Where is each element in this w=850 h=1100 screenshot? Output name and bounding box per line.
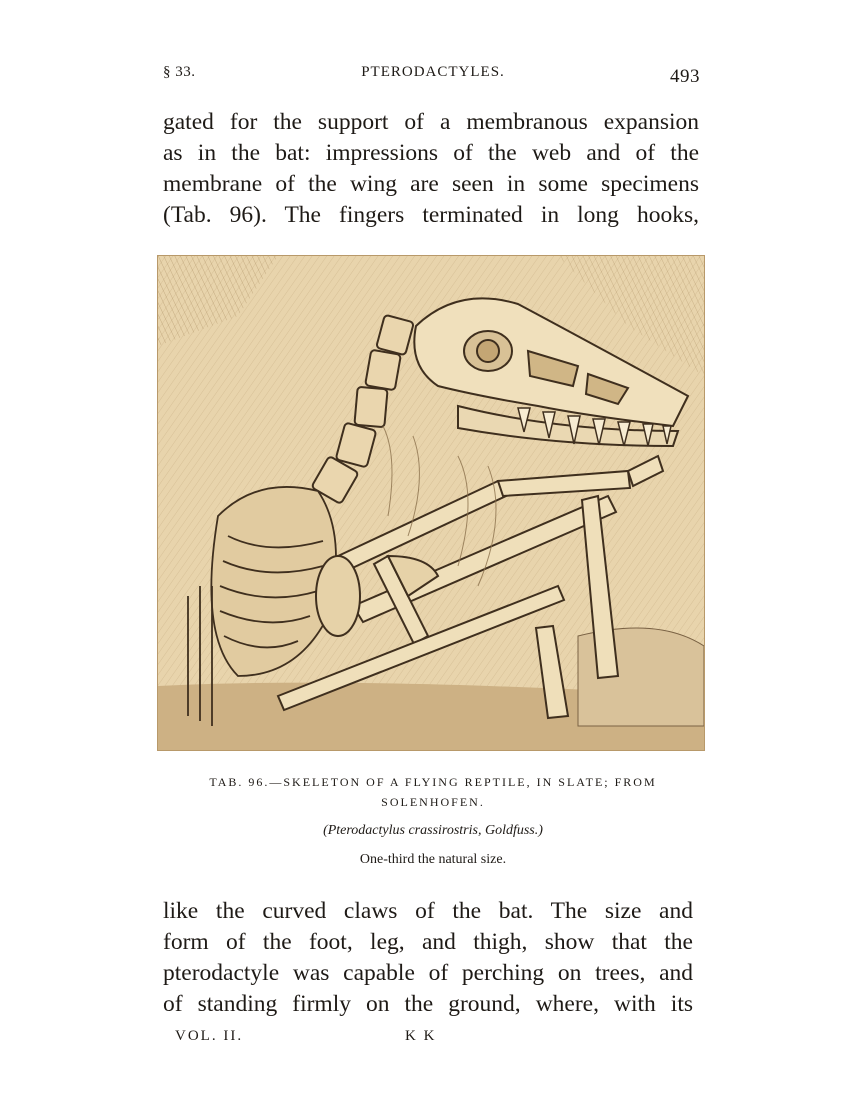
scale-note: One-third the natural size. bbox=[359, 852, 507, 867]
page-footer bbox=[175, 1028, 437, 1045]
text-line: (Tab. 96). The fingers terminated in long hooks, bbox=[163, 202, 699, 228]
page-number: 493 bbox=[670, 66, 700, 87]
caption-line: TAB. 96.—SKELETON OF A FLYING REPTILE, IN SLATE; FROM bbox=[209, 775, 657, 789]
text-line: pterodactyle was capable of perching on trees, and bbox=[163, 960, 693, 986]
text-line: membrane of the wing are seen in some specimens bbox=[163, 171, 699, 197]
text-line: as in the bat: impressions of the web and of the bbox=[163, 140, 699, 166]
text-line: form of the foot, leg, and thigh, show that the bbox=[163, 929, 693, 955]
figure-caption bbox=[163, 772, 703, 812]
body-paragraph-top bbox=[163, 107, 699, 231]
species-name: (Pterodactylus crassirostris, Goldfuss.) bbox=[323, 823, 543, 838]
text-line: like the curved claws of the bat. The size and bbox=[163, 898, 693, 924]
running-header bbox=[163, 62, 703, 86]
caption-line: SOLENHOFEN. bbox=[381, 795, 485, 809]
pterodactyl-skeleton-engraving bbox=[157, 255, 705, 751]
running-title: PTERODACTYLES. bbox=[361, 64, 505, 80]
text-line: of standing firmly on the ground, where, with its bbox=[163, 991, 693, 1017]
volume-label: VOL. II. bbox=[175, 1028, 244, 1044]
text-line: gated for the support of a membranous expansion bbox=[163, 109, 699, 135]
signature-mark: K K bbox=[405, 1028, 437, 1044]
section-number: § 33. bbox=[163, 64, 196, 80]
body-paragraph-bottom bbox=[163, 896, 693, 1020]
engraving-illustration bbox=[158, 256, 704, 750]
